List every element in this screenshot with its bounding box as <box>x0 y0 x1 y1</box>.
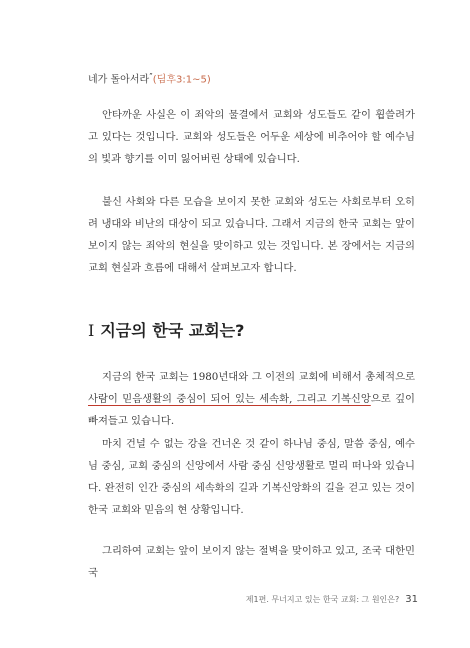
paragraph-4: 마치 건널 수 없는 강을 건너온 것 같이 하나님 중심, 말씀 중심, 예수님 중심, 교회 중심의 신앙에서 사람 중심 신앙생활로 멀리 떠나와 있습니다. 완전히 인간 중심의 세속화의 길과 기복신앙화의 길을 걷고 있는 것이 한국 교회와 믿음의 현 상황입니다. <box>88 438 415 516</box>
running-title: 제1편. 무너지고 있는 한국 교회: 그 원인은? <box>245 595 400 604</box>
page-footer <box>246 594 418 605</box>
paragraph-3-end: 으로 깊이 빠져들고 있습니다. <box>88 393 415 427</box>
paragraph-1: 안타까운 사실은 이 죄악의 물결에서 교회와 성도들도 같이 휩쓸려가고 있다는 것입니다. 교회와 성도들은 어두운 세상에 비추어야 할 예수님의 빛과 향기를 이미 잃어버린 상태에 있습니다. <box>88 109 415 165</box>
section-title: 지금의 한국 교회는? <box>100 321 245 340</box>
paragraph-3 <box>88 366 415 432</box>
paragraph-2: 불신 사회와 다른 모습을 보이지 못한 교회와 성도는 사회로부터 오히려 냉대와 비난의 대상이 되고 있습니다. 그래서 지금의 한국 교회는 앞이 보이지 않는 죄악의 현실을 맞이하고 있는 것입니다. 본 장에서는 지금의 교회 현실과 흐름에 대해서 살펴보고자 합니다. <box>88 196 415 274</box>
epigraph-text: 네가 돌아서라 <box>88 74 150 86</box>
underlined-emphasis: 사람이 믿음생활의 중심이 되어 있는 세속화, 그리고 기복신앙 <box>88 393 371 405</box>
epigraph-quote-mark: ” <box>149 72 153 80</box>
epigraph-line <box>88 69 418 87</box>
page-number: 31 <box>405 594 418 605</box>
epigraph-reference: (딤후3:1~5) <box>152 74 211 86</box>
section-heading <box>88 320 244 342</box>
paragraph-3-start: 지금의 한국 교회는 1980년대와 그 이전의 교회에 비해서 총체적으로 <box>102 371 415 383</box>
section-number: I <box>88 321 95 340</box>
paragraph-5: 그리하여 교회는 앞이 보이지 않는 절벽을 맞이하고 있고, 조국 대한민국 <box>88 545 415 579</box>
